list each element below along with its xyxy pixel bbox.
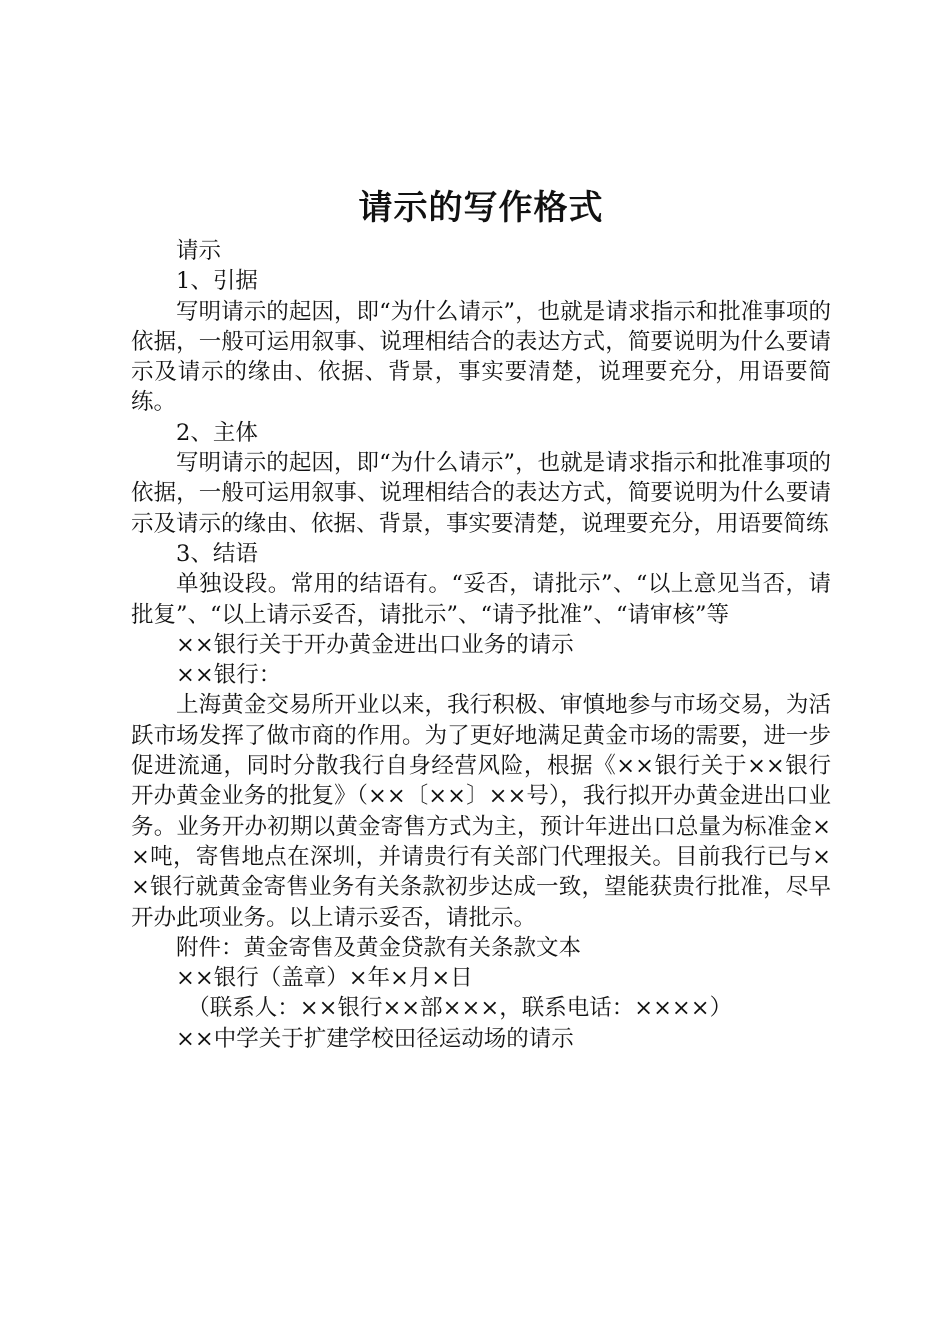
example-title-school: ××中学关于扩建学校田径运动场的请示 — [176, 1025, 574, 1052]
heading-yinju: 1、引据 — [176, 268, 258, 295]
paragraph-gold-request: 上海黄金交易所开业以来，我行积极、审慎地参与市场交易，为活跃市场发挥了做市商的作用。为了更好地满足黄金市场的需要，进一步促进流通，同时分散我行自身经营风险，根据《××银行关于××银行开办黄金业务的批复》（××〔××〕××号），我行拟开办黄金进出口业务。业务开办初期以黄金寄售方式为主，预计年进出口总量为标准金××吨，寄售地点在深圳，并请贵行有关部门代理报关。目前我行已与××银行就黄金寄售业务有关条款初步达成一致，望能获贵行批准，尽早开办此项业务。以上请示妥否，请批示。 — [131, 692, 831, 931]
example-title-gold: ××银行关于开办黄金进出口业务的请示 — [176, 631, 574, 658]
paragraph-jieyu: 单独设段。常用的结语有。“妥否，请批示”、“以上意见当否，请批复”、“以上请示妥否，请批示”、“请予批准”、“请审核”等 — [131, 571, 831, 628]
heading-zhuti: 2、主体 — [176, 419, 258, 446]
attachment-line: 附件：黄金寄售及黄金贷款有关条款文本 — [176, 934, 582, 961]
document-page — [131, 186, 831, 1054]
heading-jieyu: 3、结语 — [176, 540, 258, 567]
document-body — [131, 236, 831, 1054]
signature-date-line: ××银行（盖章）×年×月×日 — [176, 965, 473, 992]
addressee: ××银行： — [176, 662, 282, 689]
contact-line: （联系人：××银行××部×××，联系电话：××××） — [187, 995, 733, 1022]
paragraph-yinju: 写明请示的起因，即“为什么请示”，也就是请求指示和批准事项的依据，一般可运用叙事、说理相结合的表达方式，简要说明为什么要请示及请示的缘由、依据、背景，事实要清楚，说理要充分，用语要简练。 — [131, 298, 831, 416]
section-label-qingshi: 请示 — [176, 238, 222, 264]
paragraph-zhuti: 写明请示的起因，即“为什么请示”，也就是请求指示和批准事项的依据，一般可运用叙事、说理相结合的表达方式，简要说明为什么要请示及请示的缘由、依据、背景，事实要清楚，说理要充分，用语要简练 — [131, 450, 831, 537]
document-title: 请示的写作格式 — [358, 188, 604, 228]
